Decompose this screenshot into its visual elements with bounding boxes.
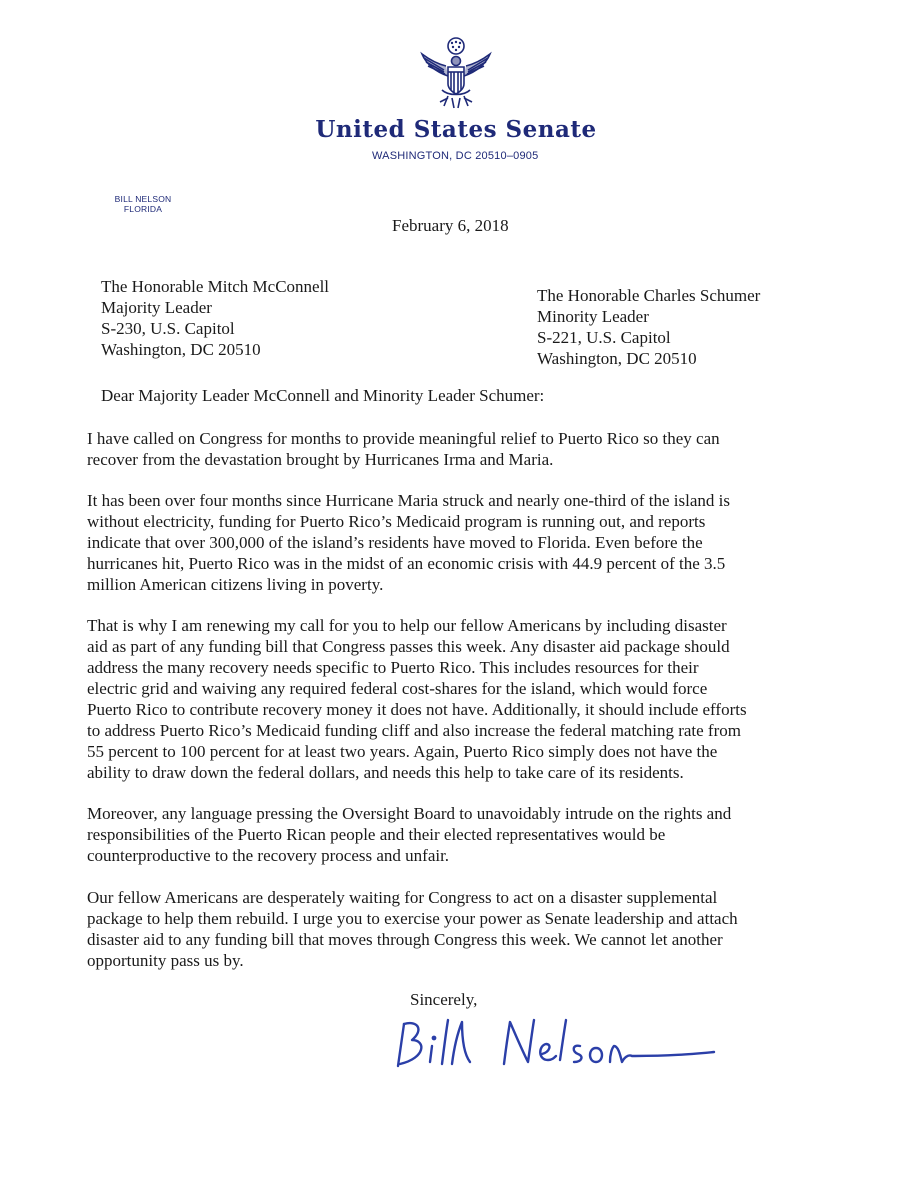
recipient-line: Minority Leader [537,307,649,326]
paragraph-line: to address Puerto Rico’s Medicaid funding cliff and also increase the federal matching rate from [87,721,741,740]
paragraph-line: 55 percent to 100 percent for at least two years. Again, Puerto Rico simply does not have the [87,742,718,761]
paragraph-line: counterproductive to the recovery process and unfair. [87,846,450,865]
paragraph-line: hurricanes hit, Puerto Rico was in the midst of an economic crisis with 44.9 percent of the 3.5 [87,554,726,573]
body-paragraph-5 [87,887,787,971]
paragraph-line: disaster aid to any funding bill that moves through Congress this week. We cannot let another [87,930,723,949]
paragraph-line: That is why I am renewing my call for you to help our fellow Americans by including disaster [87,616,727,635]
recipient-line: S-221, U.S. Capitol [537,328,671,347]
paragraph-line: aid as part of any funding bill that Congress passes this week. Any disaster aid package should [87,637,730,656]
handwritten-signature [392,1014,722,1074]
member-block [103,194,183,214]
letter-date: February 6, 2018 [392,216,509,235]
body-paragraph-1 [87,428,787,470]
paragraph-line: indicate that over 300,000 of the island’s residents have moved to Florida. Even before the [87,533,703,552]
closing: Sincerely, [410,990,478,1009]
body-paragraph-2 [87,490,787,595]
paragraph-line: I have called on Congress for months to provide meaningful relief to Puerto Rico so they can [87,429,720,448]
recipient-line: Washington, DC 20510 [101,340,261,359]
recipient-line: The Honorable Charles Schumer [537,286,761,305]
member-name: BILL NELSON [114,194,172,204]
salutation: Dear Majority Leader McConnell and Minority Leader Schumer: [101,386,545,405]
paragraph-line: responsibilities of the Puerto Rican people and their elected representatives would be [87,825,666,844]
paragraph-line: package to help them rebuild. I urge you to exercise your power as Senate leadership and attach [87,909,738,928]
paragraph-line: million American citizens living in poverty. [87,575,384,594]
recipient-line: Washington, DC 20510 [537,349,697,368]
recipient-block-schumer [537,285,760,369]
paragraph-line: Our fellow Americans are desperately waiting for Congress to act on a disaster supplemental [87,888,718,907]
paragraph-line: ability to draw down the federal dollars, and needs this help to take care of its residents. [87,763,684,782]
paragraph-line: without electricity, funding for Puerto Rico’s Medicaid program is running out, and reports [87,512,706,531]
paragraph-line: opportunity pass us by. [87,951,244,970]
recipient-line: S-230, U.S. Capitol [101,319,235,338]
paragraph-line: It has been over four months since Hurricane Maria struck and nearly one-third of the island is [87,491,730,510]
member-state: FLORIDA [123,204,163,214]
body-paragraph-3 [87,615,787,783]
paragraph-line: electric grid and waiving any required federal cost-shares for the island, which would force [87,679,708,698]
paragraph-line: address the many recovery needs specific to Puerto Rico. This includes resources for their [87,658,699,677]
paragraph-line: Moreover, any language pressing the Oversight Board to unavoidably intrude on the rights and [87,804,732,823]
letterhead-title: United States Senate [315,116,597,143]
paragraph-line: Puerto Rico to contribute recovery money it does not have. Additionally, it should include efforts [87,700,747,719]
letterhead-address: WASHINGTON, DC 20510–0905 [372,150,539,162]
great-seal-eagle-icon [418,34,494,114]
recipient-line: The Honorable Mitch McConnell [101,277,330,296]
recipient-line: Majority Leader [101,298,212,317]
recipient-block-mcconnell [101,276,329,360]
body-paragraph-4 [87,803,787,866]
paragraph-line: recover from the devastation brought by Hurricanes Irma and Maria. [87,450,554,469]
